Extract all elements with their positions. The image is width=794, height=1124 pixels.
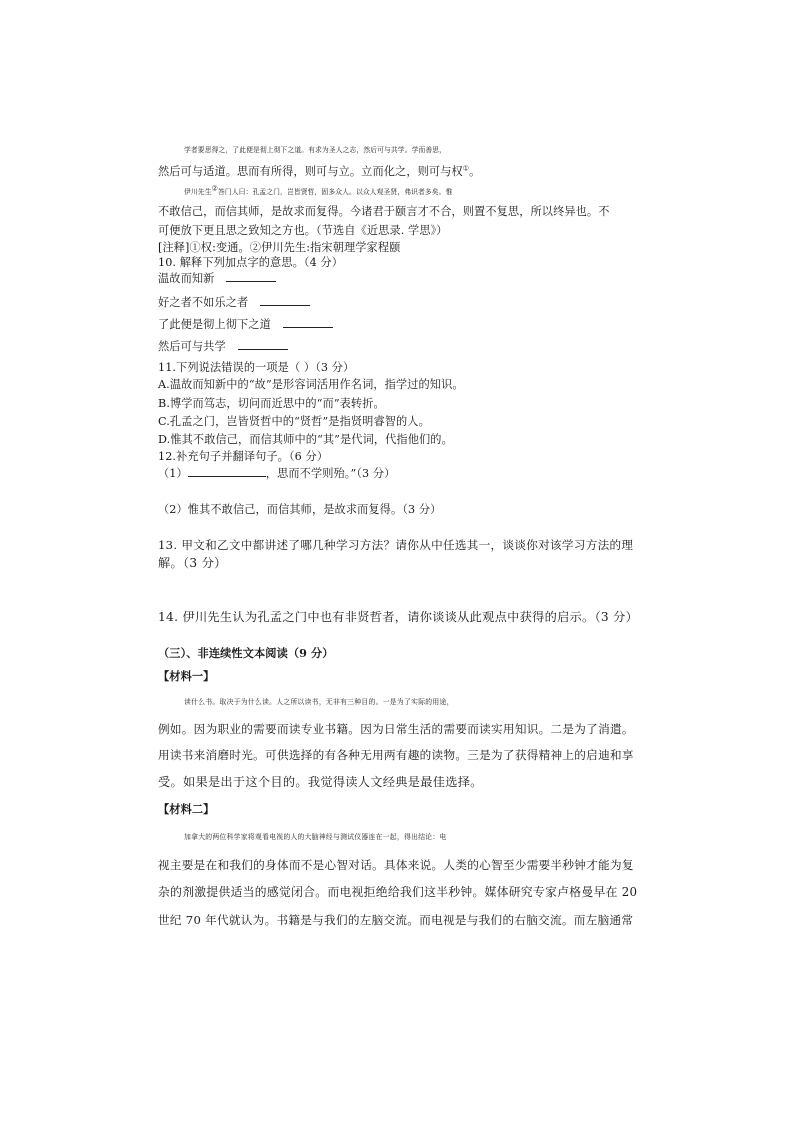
material-1-line: 用读书来消磨时光。可供选择的有各种无用两有趣的读物。三是为了获得精神上的启迪和享 (158, 748, 634, 762)
passage-line: 可便放下更且思之致知之方也。（节选自《近思录. 学思》） (158, 224, 448, 237)
material-1-line: 读什么书。取决于为什么读。人之所以读书，无非有三种目的。一是为了实际的用途， (184, 698, 454, 706)
option-a: A.温故而知新中的“故”是形容词活用作名词，指学过的知识。 (158, 378, 464, 391)
answer-blank[interactable] (260, 295, 310, 306)
q10-item-text: 好之者不如乐之者 (158, 296, 249, 309)
passage-text: 。 (469, 165, 481, 178)
passage-text: 然后可与适道。思而有所得，则可与立。立而化之，则可与权 (158, 165, 463, 178)
question-13-line: 解。（3 分） (158, 556, 227, 570)
material-2-line: 世纪 70 年代就认为。书籍是与我们的左脑交流。而电视是与我们的右脑交流。而左脑通常 (158, 913, 634, 927)
passage-line (158, 164, 638, 179)
part-text: ，思而不学则殆。”（3 分） (265, 467, 396, 480)
passage-text: 伊川先生 (184, 188, 212, 196)
question-14: 14. 伊川先生认为孔孟之门中也有非贤哲者，请你谈谈从此观点中获得的启示。（3 分） (158, 610, 639, 624)
passage-line (184, 185, 664, 200)
q10-item-text: 然后可与共学 (158, 340, 226, 353)
part-number: （1） (158, 467, 188, 480)
material-2-line: 加拿大的两位科学家将观看电视的人的大脑神经与测试仪器连在一起，得出结论：电 (184, 833, 447, 841)
material-1-label: 【材料一】 (158, 669, 215, 683)
option-d: D.惟其不敢信己，而信其师中的“其”是代词，代指他们的。 (158, 433, 453, 446)
q10-item (158, 339, 638, 354)
q10-item-text: 温故而知新 (158, 272, 215, 285)
passage-line: 不敢信己，而信其师，是故求而复得。今诸君于颐言才不合，则置不复思，所以终异也。不 (158, 205, 610, 218)
question-12-stem: 12.补充句子并翻译句子。（6 分） (158, 450, 329, 463)
q12-part-2: （2）惟其不敢信己，而信其师，是故求而复得。（3 分） (158, 503, 442, 516)
q10-item-text: 了此便是彻上彻下之道 (158, 318, 271, 331)
q10-item (158, 317, 638, 332)
answer-blank[interactable] (238, 339, 288, 350)
question-10-stem: 10. 解释下列加点字的意思。（4 分） (158, 256, 344, 269)
answer-blank[interactable] (283, 317, 333, 328)
passage-line: 学者要思得之，了此便是彻上彻下之道。有求为圣人之志，然后可与共学。学而善思， (184, 146, 447, 154)
note-marker: ① (462, 164, 470, 173)
option-c: C.孔孟之门，岂皆贤哲中的“贤哲”是指贤明睿智的人。 (158, 415, 430, 428)
question-11-stem: 11.下列说法错误的一项是（ ）（3 分） (158, 361, 355, 374)
material-1-line: 受。如果是出于这个目的。我觉得读人文经典是最佳选择。 (158, 775, 483, 789)
section-heading: （三）、非连续性文本阅读（9 分） (158, 646, 334, 660)
passage-text: 答门人曰：孔孟之门，岂皆贤哲，固多众人。以众人观圣贤，弗识者多矣。惟 (217, 188, 453, 196)
note-marker: ② (211, 184, 218, 193)
material-2-line: 视主要是在和我们的身体而不是心智对话。具体来说。人类的心智至少需要半秒钟才能为复 (158, 858, 634, 872)
material-1-line: 例如。因为职业的需要而读专业书籍。因为日常生活的需要而读实用知识。二是为了消遣。 (158, 722, 634, 736)
answer-blank[interactable] (226, 271, 276, 282)
question-13-line: 13. 甲文和乙文中都讲述了哪几种学习方法？请你从中任选其一，谈谈你对该学习方法的理 (158, 538, 634, 552)
material-2-line: 杂的剂激提供适当的感觉闭合。而电视拒绝给我们这半秒钟。媒体研究专家卢格曼早在 20 (158, 885, 638, 899)
annotation-notes: [注释]①权:变通。②伊川先生:指宋朝理学家程颐 (158, 241, 401, 254)
option-b: B.博学而笃志，切问而近思中的“而”表转折。 (158, 397, 385, 410)
q12-part-1 (158, 466, 638, 481)
answer-blank[interactable] (188, 466, 266, 477)
q10-item (158, 271, 638, 286)
material-2-label: 【材料二】 (158, 802, 215, 816)
q10-item (158, 295, 638, 310)
